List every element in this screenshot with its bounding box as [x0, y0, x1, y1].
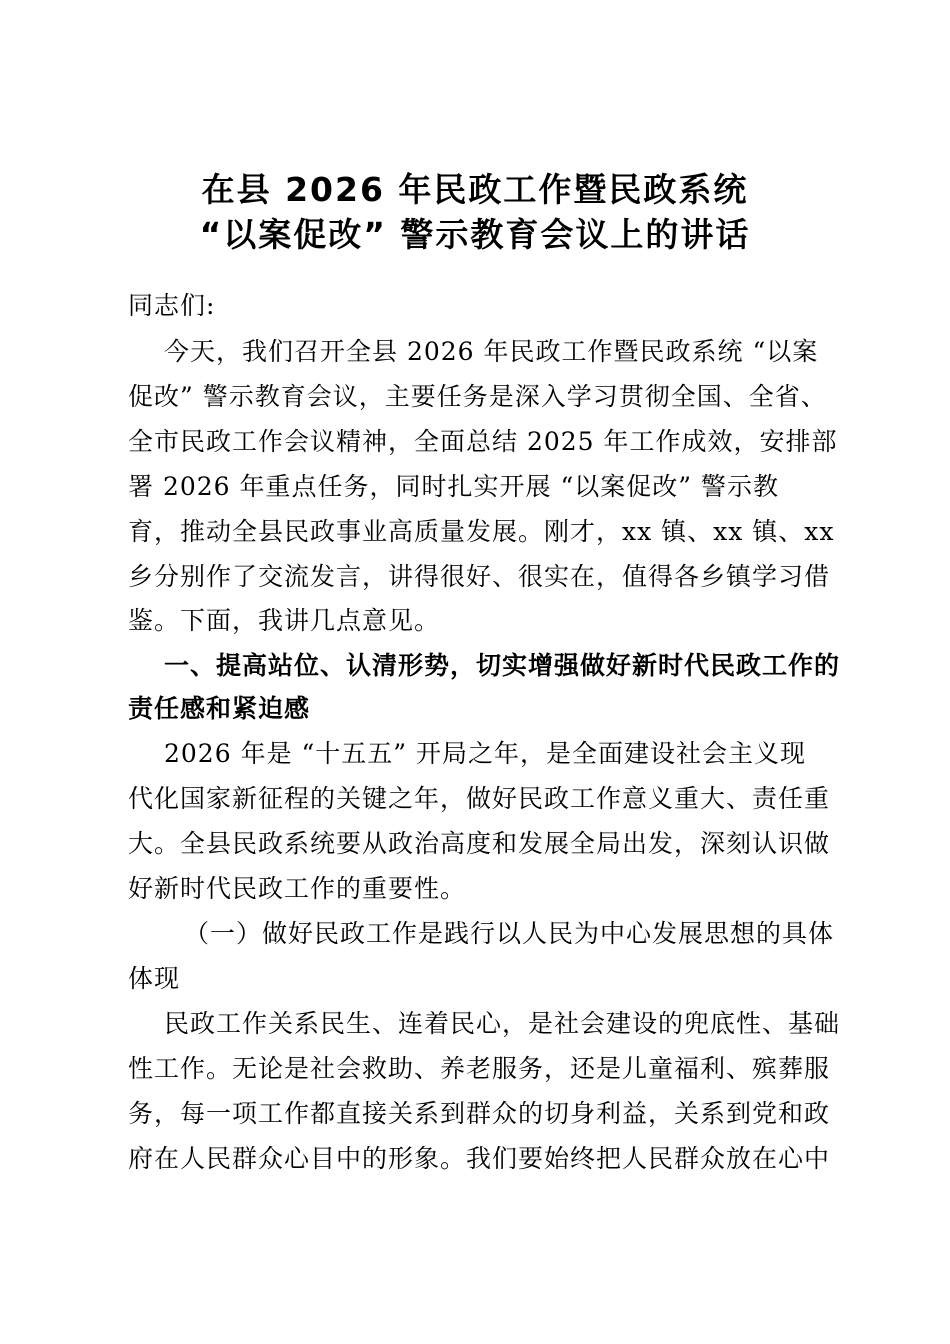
salutation: 同志们: — [128, 291, 216, 320]
paragraph-line: 大。全县民政系统要从政治高度和发展全局出发，深刻认识做 — [128, 829, 831, 858]
paragraph-line: 育，推动全县民政事业高质量发展。刚才，xx 镇、xx 镇、xx — [128, 517, 835, 546]
document-title-line-1: 在县 2026 年民政工作暨民政系统 — [201, 170, 749, 209]
paragraph-line: 今天，我们召开全县 2026 年民政工作暨民政系统 “以案 — [164, 337, 819, 366]
paragraph-line: 务，每一项工作都直接关系到群众的切身利益，关系到党和政 — [128, 1099, 831, 1128]
section-heading-line: 责任感和紧迫感 — [128, 694, 311, 723]
paragraph-line: 2026 年是 “十五五” 开局之年，是全面建设社会主义现 — [164, 739, 807, 768]
paragraph-line: 性工作。无论是社会救助、养老服务，还是儿童福利、殡葬服 — [128, 1054, 831, 1083]
paragraph-line: 鉴。下面，我讲几点意见。 — [128, 606, 441, 635]
paragraph-line: 促改” 警示教育会议，主要任务是深入学习贯彻全国、全省、 — [128, 382, 827, 411]
subsection-heading-line: （一）做好民政工作是践行以人民为中心发展思想的具体 — [184, 919, 835, 948]
paragraph-line: 全市民政工作会议精神，全面总结 2025 年工作成效，安排部 — [128, 427, 838, 456]
section-heading-line: 一、提高站位、认清形势，切实增强做好新时代民政工作的 — [164, 651, 841, 680]
paragraph-line: 代化国家新征程的关键之年，做好民政工作意义重大、责任重 — [128, 784, 831, 813]
paragraph-line: 好新时代民政工作的重要性。 — [128, 874, 467, 903]
document-title-line-2: “以案促改” 警示教育会议上的讲话 — [199, 215, 751, 254]
paragraph-line: 府在人民群众心目中的形象。我们要始终把人民群众放在心中 — [128, 1144, 831, 1173]
paragraph-line: 署 2026 年重点任务，同时扎实开展 “以案促改” 警示教 — [128, 472, 779, 501]
paragraph-line: 民政工作关系民生、连着民心，是社会建设的兜底性、基础 — [164, 1009, 841, 1038]
subsection-heading-line: 体现 — [128, 964, 181, 993]
paragraph-line: 乡分别作了交流发言，讲得很好、很实在，值得各乡镇学习借 — [128, 562, 831, 591]
